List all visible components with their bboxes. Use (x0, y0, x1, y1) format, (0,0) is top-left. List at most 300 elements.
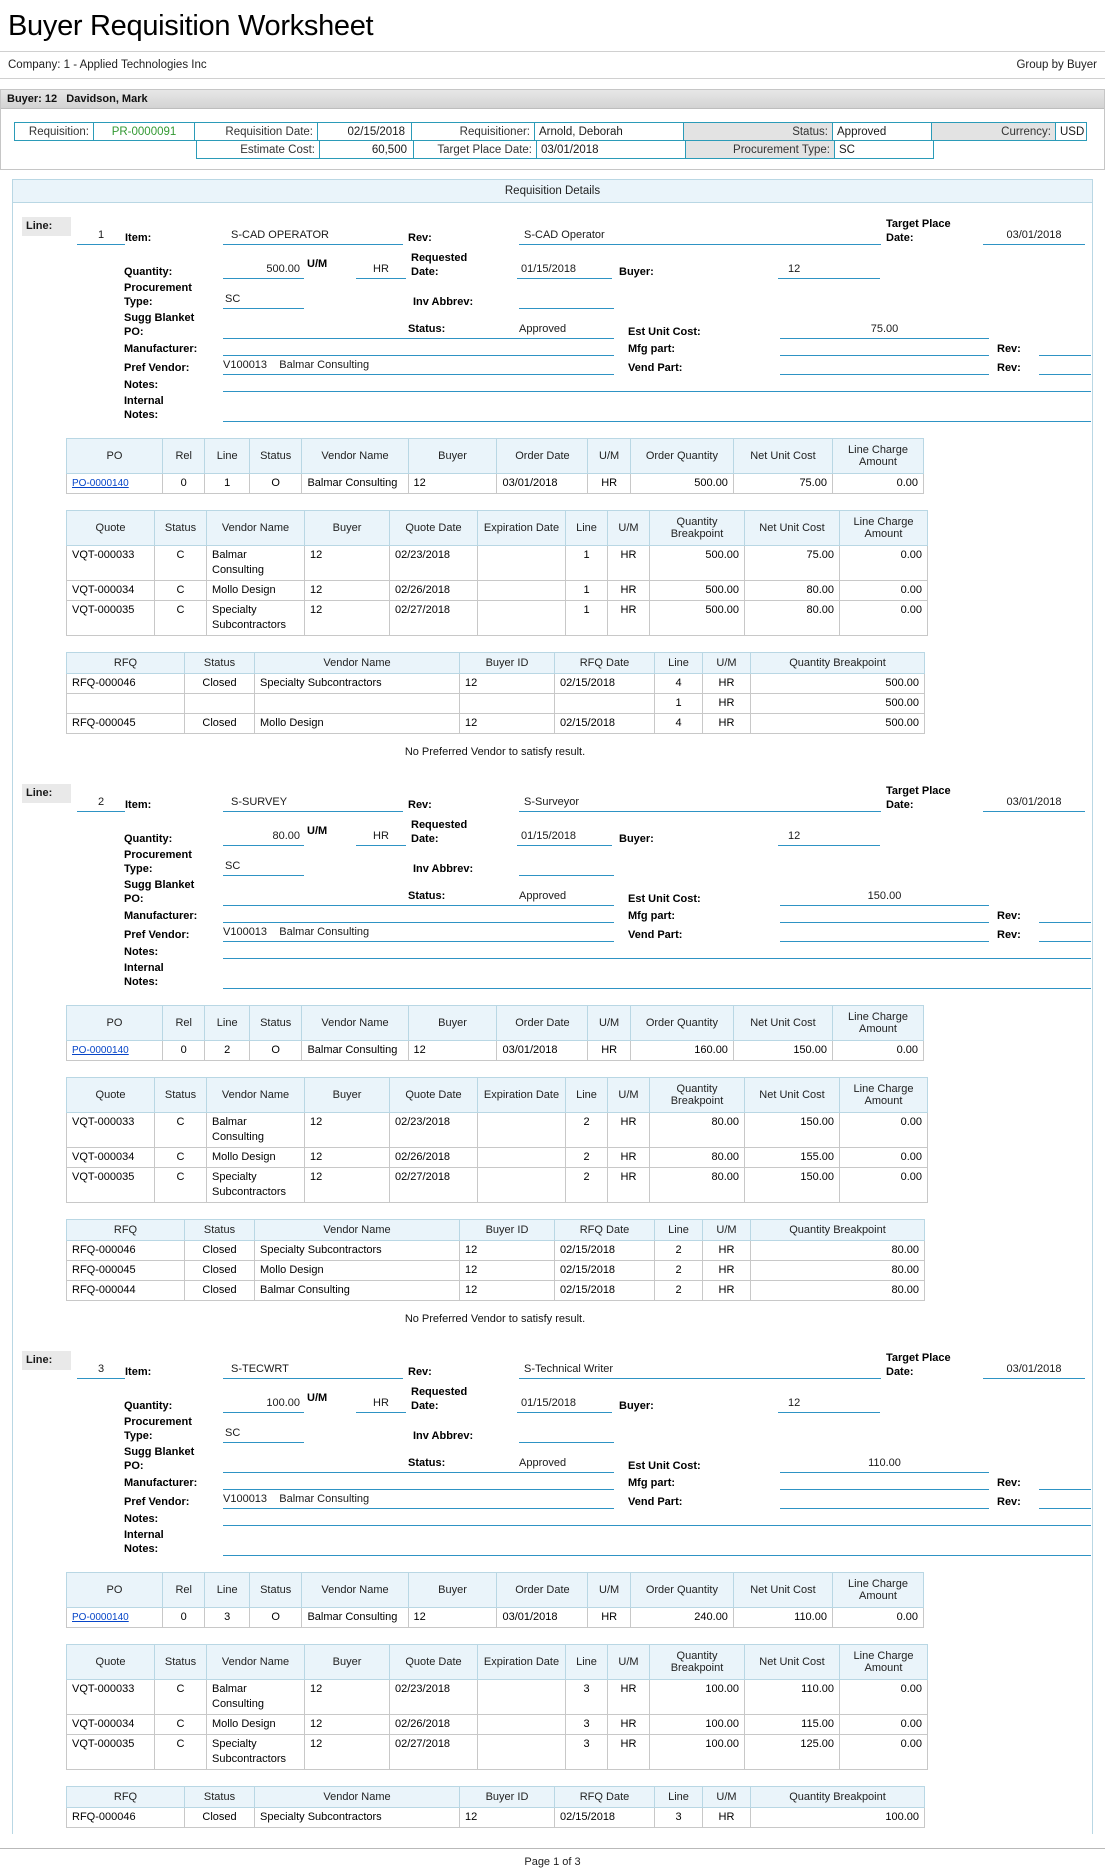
quote-cell: C (155, 1680, 207, 1715)
rfq-cell: 02/15/2018 (555, 1241, 655, 1261)
pref-vendor-label: Pref Vendor: (124, 1496, 190, 1508)
um-label: U/M (307, 825, 328, 837)
quote-cell: Mollo Design (207, 1148, 305, 1168)
rfq-cell: 4 (655, 674, 703, 694)
rfq-table (66, 1786, 925, 1828)
rev-label: Rev: (408, 1366, 432, 1378)
line-status-value: Approved (519, 890, 567, 902)
rfq-col-header: Quantity Breakpoint (751, 1220, 925, 1241)
requisition-summary-row-2 (14, 141, 1098, 160)
po-cell: 3 (205, 1608, 249, 1628)
po-link[interactable]: PO-0000140 (72, 478, 129, 489)
rfq-col-header: RFQ (67, 653, 185, 674)
quote-cell: C (155, 1113, 207, 1148)
quote-cell: 02/23/2018 (390, 1113, 478, 1148)
quote-cell: HR (608, 601, 650, 636)
quote-cell: 0.00 (840, 581, 928, 601)
po-cell: 0.00 (832, 1608, 923, 1628)
quote-col-header: Quote (67, 1645, 155, 1680)
mfg-rev-field (1039, 1475, 1091, 1490)
requested-date-label: Requested Date: (411, 819, 468, 845)
po-col-header: Status (249, 439, 302, 474)
rfq-cell: 12 (460, 714, 555, 734)
rfq-col-header: Quantity Breakpoint (751, 653, 925, 674)
currency-value: USD (1055, 122, 1087, 141)
rfq-cell: 12 (460, 1808, 555, 1828)
company-label: Company: 1 - Applied Technologies Inc (8, 59, 207, 71)
manufacturer-label: Manufacturer: (124, 910, 198, 922)
line-row-manufacturer (124, 341, 1092, 356)
po-cell: Balmar Consulting (302, 1608, 408, 1628)
quote-col-header: U/M (608, 1078, 650, 1113)
summary-spacer (14, 141, 196, 160)
rfq-col-header: Status (185, 1787, 255, 1808)
item-label: Item: (125, 1366, 152, 1378)
rfq-cell: RFQ-000046 (67, 1808, 185, 1828)
rfq-cell: Specialty Subcontractors (255, 1241, 460, 1261)
rfq-cell: HR (703, 1241, 751, 1261)
sugg-blanket-po-field (223, 322, 614, 339)
quote-cell: 1 (566, 546, 608, 581)
vend-part-field (780, 1494, 989, 1509)
rfq-col-header: Vendor Name (255, 1220, 460, 1241)
po-cell: O (249, 474, 302, 494)
mfg-rev-field (1039, 341, 1091, 356)
quote-cell (478, 546, 566, 581)
quote-col-header: Line (566, 511, 608, 546)
po-col-header: U/M (588, 439, 630, 474)
po-col-header: Status (249, 1006, 302, 1041)
inv-abbrev-field (519, 861, 614, 876)
line-label: Line: (22, 784, 71, 803)
quote-cell: 12 (305, 601, 390, 636)
quote-col-header: Expiration Date (478, 1645, 566, 1680)
procurement-type-value: SC (223, 1426, 304, 1443)
rfq-cell: Mollo Design (255, 714, 460, 734)
po-cell: HR (588, 474, 630, 494)
quote-col-header: Vendor Name (207, 511, 305, 546)
status-label: Status: (683, 122, 833, 141)
po-col-header: Vendor Name (302, 1573, 408, 1608)
quote-cell (478, 601, 566, 636)
po-cell: 0 (163, 1608, 205, 1628)
sugg-blanket-po-label: Sugg Blanket PO: (124, 1446, 195, 1472)
um-value: HR (356, 262, 406, 279)
po-col-header: Line (205, 439, 249, 474)
procurement-type-label: Procurement Type: (124, 849, 192, 875)
quote-cell: 12 (305, 1148, 390, 1168)
quote-cell: VQT-000035 (67, 601, 155, 636)
po-col-header: Order Date (497, 1006, 588, 1041)
rfq-cell: 500.00 (751, 674, 925, 694)
vend-rev-label: Rev: (997, 362, 1021, 374)
po-col-header: Line Charge Amount (832, 1573, 923, 1608)
quote-row (67, 1168, 928, 1203)
rfq-cell: Mollo Design (255, 1261, 460, 1281)
po-col-header: Order Date (497, 1573, 588, 1608)
quote-col-header: Status (155, 511, 207, 546)
quote-cell: HR (608, 581, 650, 601)
quote-row (67, 1715, 928, 1735)
po-link[interactable]: PO-0000140 (72, 1612, 129, 1623)
quote-col-header: Net Unit Cost (745, 511, 840, 546)
line-row-pref-vendor (124, 925, 1092, 942)
rfq-header-row (67, 653, 925, 674)
quote-col-header: U/M (608, 1645, 650, 1680)
vend-rev-field (1039, 1494, 1091, 1509)
quote-cell: HR (608, 1735, 650, 1770)
quote-cell: 1 (566, 581, 608, 601)
estimate-cost-value: 60,500 (319, 140, 414, 159)
line-row-internal-notes (124, 394, 1092, 422)
line-row-procurement (124, 1415, 1092, 1443)
rfq-col-header: Vendor Name (255, 653, 460, 674)
quote-header-row (67, 511, 928, 546)
quote-cell: VQT-000034 (67, 581, 155, 601)
vend-part-label: Vend Part: (628, 1496, 683, 1508)
vend-rev-field (1039, 360, 1091, 375)
status-value: Approved (832, 122, 932, 141)
mfg-rev-label: Rev: (997, 343, 1021, 355)
po-col-header: Order Quantity (630, 1006, 733, 1041)
rfq-cell: 500.00 (751, 714, 925, 734)
currency-label: Currency: (931, 122, 1056, 141)
mfg-part-field (780, 908, 989, 923)
quote-cell: 12 (305, 1168, 390, 1203)
po-row (67, 474, 924, 494)
rfq-cell: RFQ-000044 (67, 1281, 185, 1301)
quote-cell: 75.00 (745, 546, 840, 581)
quote-cell: 0.00 (840, 1715, 928, 1735)
item-value: S-CAD OPERATOR (223, 228, 403, 245)
quote-cell: 12 (305, 1735, 390, 1770)
line-row-pref-vendor (124, 1492, 1092, 1509)
quote-cell: 3 (566, 1735, 608, 1770)
rfq-table (66, 652, 925, 734)
po-col-header: Net Unit Cost (733, 1006, 832, 1041)
buyer-label: Buyer: (619, 1400, 654, 1412)
rfq-col-header: Line (655, 653, 703, 674)
buyer-value: 12 (778, 262, 880, 279)
buyer-group-header: Buyer: 12 Davidson, Mark (1, 90, 1104, 109)
quote-cell: HR (608, 546, 650, 581)
inv-abbrev-label: Inv Abbrev: (413, 296, 474, 308)
target-place-date-value: 03/01/2018 (983, 795, 1085, 812)
quote-cell: HR (608, 1715, 650, 1735)
sugg-blanket-po-label: Sugg Blanket PO: (124, 879, 195, 905)
group-by-label: Group by Buyer (1016, 59, 1097, 71)
requisition-number-link[interactable]: PR-0000091 (93, 122, 195, 141)
po-col-header: Status (249, 1573, 302, 1608)
mfg-rev-label: Rev: (997, 910, 1021, 922)
po-col-header: Rel (163, 439, 205, 474)
line-row-manufacturer (124, 908, 1092, 923)
notes-field (223, 944, 1091, 959)
rfq-cell: HR (703, 694, 751, 714)
quote-cell: 02/23/2018 (390, 546, 478, 581)
po-header-row (67, 439, 924, 474)
rfq-cell: 80.00 (751, 1241, 925, 1261)
po-col-header: Order Quantity (630, 439, 733, 474)
rfq-col-header: U/M (703, 653, 751, 674)
mfg-rev-field (1039, 908, 1091, 923)
rfq-cell: HR (703, 674, 751, 694)
pref-vendor-value: V100013 Balmar Consulting (223, 1492, 614, 1509)
quote-col-header: Line Charge Amount (840, 511, 928, 546)
notes-label: Notes: (124, 946, 159, 958)
quote-cell: C (155, 1148, 207, 1168)
quote-cell: 80.00 (745, 581, 840, 601)
pref-vendor-value: V100013 Balmar Consulting (223, 358, 614, 375)
quote-col-header: U/M (608, 511, 650, 546)
po-row (67, 1041, 924, 1061)
line-row-item (22, 217, 1092, 245)
mfg-part-field (780, 1475, 989, 1490)
quote-cell (478, 1168, 566, 1203)
procurement-type-label: Procurement Type: (124, 282, 192, 308)
line-label: Line: (22, 217, 71, 236)
rfq-row (67, 1261, 925, 1281)
quote-cell: 100.00 (650, 1735, 745, 1770)
rfq-row (67, 694, 925, 714)
po-col-header: Net Unit Cost (733, 1573, 832, 1608)
quote-cell: VQT-000035 (67, 1168, 155, 1203)
rfq-col-header: Vendor Name (255, 1787, 460, 1808)
po-cell: 0.00 (832, 474, 923, 494)
po-col-header: Rel (163, 1573, 205, 1608)
po-cell: 0 (163, 1041, 205, 1061)
quote-cell: Mollo Design (207, 1715, 305, 1735)
rfq-header-row (67, 1220, 925, 1241)
notes-field (223, 377, 1091, 392)
internal-notes-label: Internal Notes: (124, 962, 164, 988)
po-cell: Balmar Consulting (302, 474, 408, 494)
quote-cell: VQT-000033 (67, 1680, 155, 1715)
quote-cell: 80.00 (650, 1113, 745, 1148)
line-row-procurement (124, 848, 1092, 876)
quote-cell: 500.00 (650, 581, 745, 601)
quote-cell: 0.00 (840, 1113, 928, 1148)
pref-vendor-label: Pref Vendor: (124, 362, 190, 374)
quote-cell: 0.00 (840, 1168, 928, 1203)
rfq-row (67, 674, 925, 694)
quote-cell: 02/26/2018 (390, 1148, 478, 1168)
po-cell: Balmar Consulting (302, 1041, 408, 1061)
quote-row (67, 1735, 928, 1770)
line-row-status (124, 1445, 1092, 1473)
rfq-col-header: U/M (703, 1220, 751, 1241)
quote-row (67, 581, 928, 601)
quote-row (67, 1113, 928, 1148)
quote-cell: 02/26/2018 (390, 581, 478, 601)
quote-cell: 500.00 (650, 601, 745, 636)
po-link-cell (67, 474, 163, 494)
quote-cell: VQT-000034 (67, 1148, 155, 1168)
quote-col-header: Quote Date (390, 1645, 478, 1680)
quote-cell: 02/27/2018 (390, 1168, 478, 1203)
po-col-header: Buyer (408, 439, 497, 474)
buyer-label: Buyer: (619, 266, 654, 278)
est-unit-cost-value: 110.00 (780, 1456, 989, 1473)
vend-part-field (780, 360, 989, 375)
item-description: S-Surveyor (519, 795, 881, 812)
po-cell: 12 (408, 1608, 497, 1628)
rfq-col-header: Buyer ID (460, 1787, 555, 1808)
quote-table (66, 510, 928, 636)
quote-cell: 80.00 (745, 601, 840, 636)
po-col-header: Vendor Name (302, 439, 408, 474)
est-unit-cost-label: Est Unit Cost: (628, 326, 701, 338)
rfq-cell: HR (703, 1281, 751, 1301)
quote-col-header: Line (566, 1078, 608, 1113)
rfq-col-header: Status (185, 653, 255, 674)
rfq-col-header: RFQ Date (555, 1220, 655, 1241)
page-number: Page 1 of 3 (524, 1856, 581, 1868)
est-unit-cost-label: Est Unit Cost: (628, 1460, 701, 1472)
po-cell: 240.00 (630, 1608, 733, 1628)
line-row-item (22, 1351, 1092, 1379)
rfq-cell: 3 (655, 1808, 703, 1828)
rfq-cell: Specialty Subcontractors (255, 674, 460, 694)
mfg-part-label: Mfg part: (628, 910, 676, 922)
rfq-cell: 2 (655, 1241, 703, 1261)
quote-cell: 100.00 (650, 1680, 745, 1715)
vend-part-label: Vend Part: (628, 929, 683, 941)
quote-cell: 500.00 (650, 546, 745, 581)
po-cell: 110.00 (733, 1608, 832, 1628)
pref-vendor-value: V100013 Balmar Consulting (223, 925, 614, 942)
requisitioner-value: Arnold, Deborah (534, 122, 684, 141)
rfq-col-header: Line (655, 1787, 703, 1808)
manufacturer-field (223, 341, 614, 356)
item-description: S-CAD Operator (519, 228, 881, 245)
line-status-value: Approved (519, 1457, 567, 1469)
buyer-value: 12 (778, 1396, 880, 1413)
po-col-header: PO (67, 439, 163, 474)
rfq-cell: HR (703, 1261, 751, 1281)
po-cell: 75.00 (733, 474, 832, 494)
item-value: S-SURVEY (223, 795, 403, 812)
po-table (66, 1005, 924, 1061)
rfq-table (66, 1219, 925, 1301)
requisition-details-title: Requisition Details (13, 180, 1092, 203)
quote-cell: HR (608, 1168, 650, 1203)
line-row-pref-vendor (124, 358, 1092, 375)
requisition-summary (1, 109, 1104, 169)
po-link[interactable]: PO-0000140 (72, 1045, 129, 1056)
quote-cell: 12 (305, 546, 390, 581)
rfq-cell: 02/15/2018 (555, 1281, 655, 1301)
requisition-line-block (13, 1337, 1092, 1830)
quote-cell (478, 1148, 566, 1168)
rfq-row (67, 714, 925, 734)
quote-header-row (67, 1078, 928, 1113)
rfq-cell: 02/15/2018 (555, 1261, 655, 1281)
po-col-header: Buyer (408, 1006, 497, 1041)
po-table (66, 1572, 924, 1628)
vend-part-field (780, 927, 989, 942)
est-unit-cost-label: Est Unit Cost: (628, 893, 701, 905)
po-link-cell (67, 1041, 163, 1061)
rfq-cell: 02/15/2018 (555, 714, 655, 734)
requested-date-value: 01/15/2018 (517, 262, 612, 279)
quote-cell: C (155, 581, 207, 601)
po-col-header: Line (205, 1006, 249, 1041)
target-place-date-label: Target Place Date: (886, 218, 951, 244)
estimate-cost-label: Estimate Cost: (196, 140, 320, 159)
quote-cell: 150.00 (745, 1168, 840, 1203)
quote-cell (478, 1715, 566, 1735)
requested-date-label: Requested Date: (411, 252, 468, 278)
item-label: Item: (125, 232, 152, 244)
rfq-cell: 500.00 (751, 694, 925, 714)
po-col-header: U/M (588, 1006, 630, 1041)
rfq-col-header: RFQ Date (555, 1787, 655, 1808)
mfg-part-label: Mfg part: (628, 343, 676, 355)
manufacturer-field (223, 908, 614, 923)
quote-col-header: Buyer (305, 1078, 390, 1113)
title-band (0, 0, 1105, 52)
rfq-cell: RFQ-000046 (67, 674, 185, 694)
po-cell: HR (588, 1608, 630, 1628)
quote-cell: 3 (566, 1680, 608, 1715)
um-value: HR (356, 829, 406, 846)
quantity-value: 80.00 (223, 829, 304, 846)
po-cell: 03/01/2018 (497, 1041, 588, 1061)
procurement-type-label: Procurement Type: (685, 140, 835, 159)
procurement-type-value: SC (223, 859, 304, 876)
quote-col-header: Vendor Name (207, 1645, 305, 1680)
quote-cell: 1 (566, 601, 608, 636)
quote-col-header: Net Unit Cost (745, 1645, 840, 1680)
requisition-details-section (12, 179, 1093, 1834)
inv-abbrev-label: Inv Abbrev: (413, 863, 474, 875)
quote-col-header: Expiration Date (478, 1078, 566, 1113)
line-row-notes (124, 377, 1092, 392)
quote-row (67, 546, 928, 581)
quote-header-row (67, 1645, 928, 1680)
quote-row (67, 601, 928, 636)
rfq-cell: Closed (185, 1281, 255, 1301)
quote-cell: HR (608, 1148, 650, 1168)
rfq-col-header: RFQ Date (555, 653, 655, 674)
quote-cell: 2 (566, 1113, 608, 1148)
quote-col-header: Quantity Breakpoint (650, 1645, 745, 1680)
inv-abbrev-field (519, 1428, 614, 1443)
po-col-header: Rel (163, 1006, 205, 1041)
rfq-cell: 100.00 (751, 1808, 925, 1828)
internal-notes-field (223, 1541, 1091, 1556)
rev-label: Rev: (408, 799, 432, 811)
mfg-part-label: Mfg part: (628, 1477, 676, 1489)
po-row (67, 1608, 924, 1628)
rfq-cell: 2 (655, 1261, 703, 1281)
target-place-date-value: 03/01/2018 (983, 1362, 1085, 1379)
notes-label: Notes: (124, 379, 159, 391)
rfq-cell: 4 (655, 714, 703, 734)
line-row-internal-notes (124, 961, 1092, 989)
rfq-cell: RFQ-000046 (67, 1241, 185, 1261)
quote-cell: 2 (566, 1148, 608, 1168)
target-place-date-value: 03/01/2018 (983, 228, 1085, 245)
rfq-header-row (67, 1787, 925, 1808)
po-cell: 0 (163, 474, 205, 494)
quote-cell: 12 (305, 581, 390, 601)
quote-cell: HR (608, 1680, 650, 1715)
requisition-label: Requisition: (14, 122, 94, 141)
quote-cell: 12 (305, 1113, 390, 1148)
internal-notes-label: Internal Notes: (124, 395, 164, 421)
